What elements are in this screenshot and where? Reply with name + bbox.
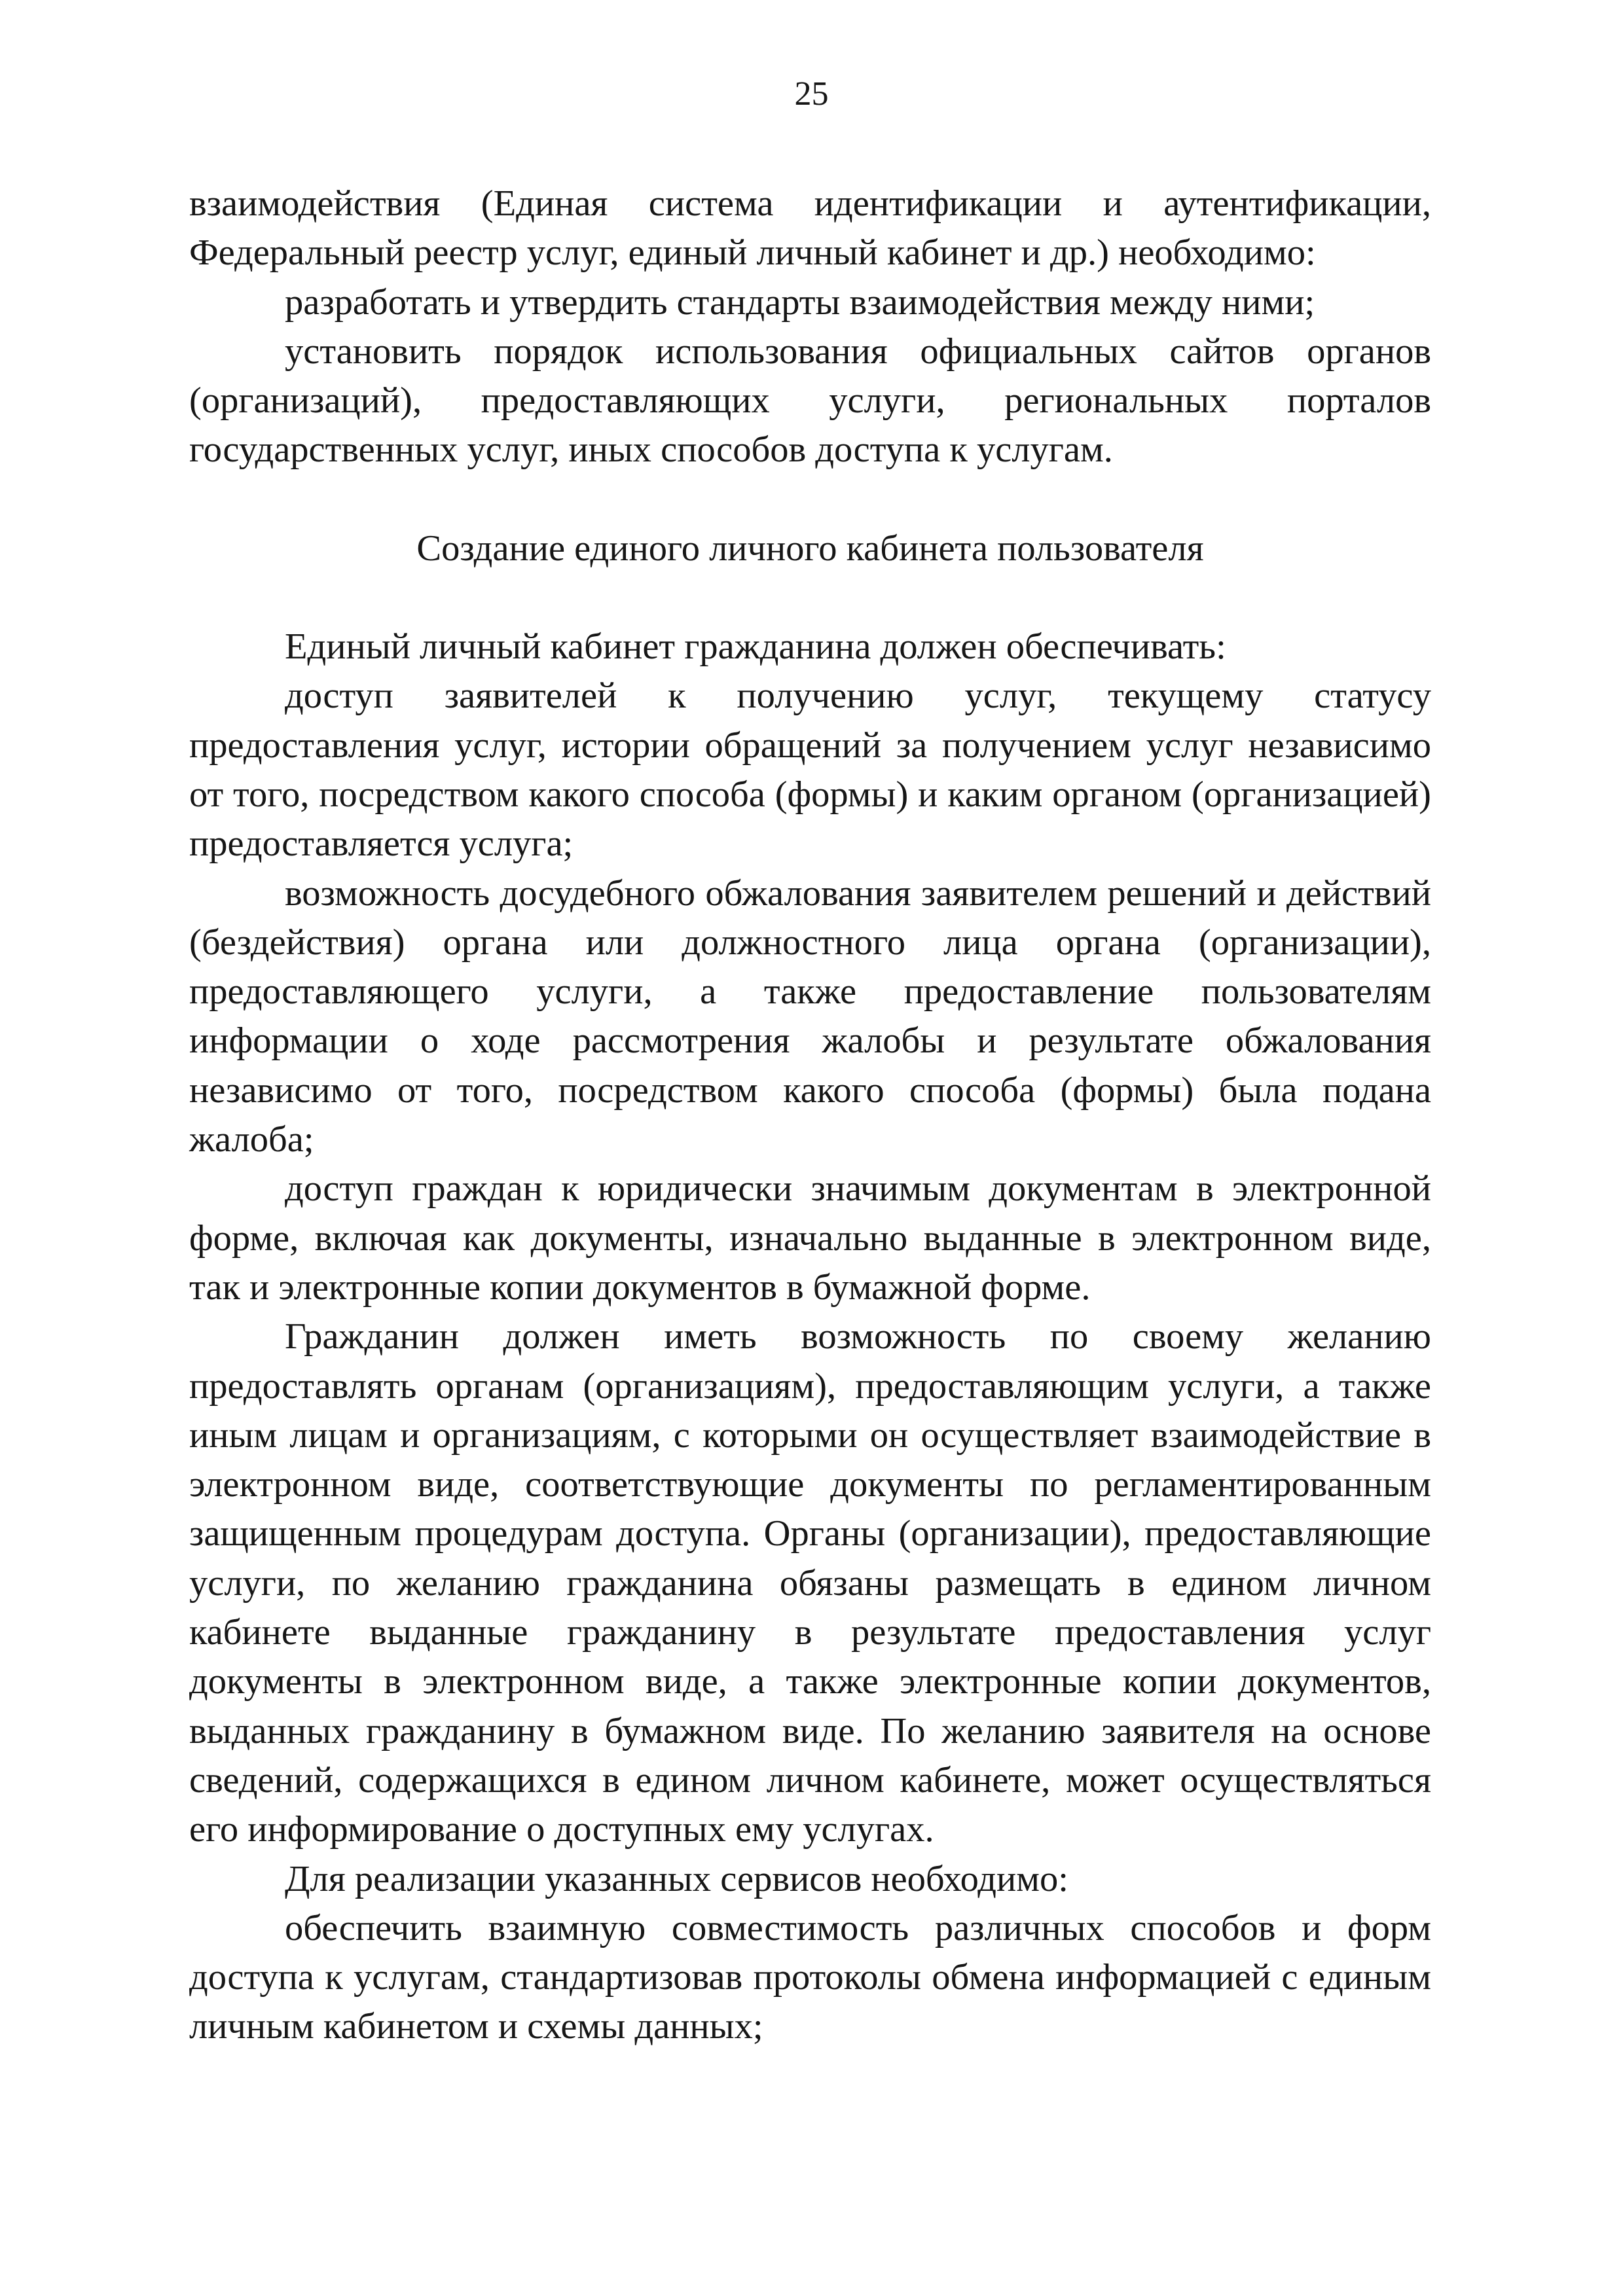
paragraph: доступ заявителей к получению услуг, текущему статусу предоставления услуг, истории обращений за получением услуг независимо от того, посредством какого способа (формы) и каким органом (организацией) предоставляется услуга; bbox=[189, 675, 1431, 865]
paragraph: установить порядок использования официальных сайтов органов (организаций), предоставляющих услуги, региональных порталов государственных услуг, иных способов доступа к услугам. bbox=[189, 331, 1431, 471]
paragraph: возможность досудебного обжалования заявителем решений и действий (бездействия) органа или должностного лица органа (организации), предоставляющего услуги, а также предоставление пользователям информации о ходе рассмотрения жалобы и результате обжалования независимо от того, посредством какого способа (формы) была подана жалоба; bbox=[189, 872, 1431, 1160]
paragraph: Гражданин должен иметь возможность по своему желанию предоставлять органам (организациям), предоставляющим услуги, а также иным лицам и организациям, с которыми он осуществляет взаимодействие в электронном виде, соответствующие документы по регламентированным защищенным процедурам доступа. Органы (организации), предоставляющие услуги, по желанию гражданина обязаны размещать в едином личном кабинете выданные гражданину в результате предоставления услуг документы в электронном виде, а также электронные копии документов, выданных гражданину в бумажном виде. По желанию заявителя на основе сведений, содержащихся в едином личном кабинете, может осуществляться его информирование о доступных ему услугах. bbox=[189, 1316, 1431, 1850]
paragraph: Единый личный кабинет гражданина должен обеспечивать: bbox=[285, 626, 1226, 668]
paragraph: разработать и утвердить стандарты взаимодействия между ними; bbox=[285, 281, 1315, 323]
paragraph: обеспечить взаимную совместимость различных способов и форм доступа к услугам, стандартизовав протоколы обмена информацией с единым личным кабинетом и схемы данных; bbox=[189, 1907, 1431, 2047]
paragraph: доступ граждан к юридически значимым документам в электронной форме, включая как документы, изначально выданные в электронном виде, так и электронные копии документов в бумажной форме. bbox=[189, 1168, 1431, 1308]
paragraph: Для реализации указанных сервисов необходимо: bbox=[285, 1858, 1068, 1899]
page-number: 25 bbox=[794, 75, 829, 113]
section-heading: Создание единого личного кабинета пользователя bbox=[416, 528, 1204, 569]
document-body bbox=[189, 179, 1431, 2052]
paragraph: взаимодействия (Единая система идентификации и аутентификации, Федеральный реестр услуг, единый личный кабинет и др.) необходимо: bbox=[189, 183, 1431, 274]
